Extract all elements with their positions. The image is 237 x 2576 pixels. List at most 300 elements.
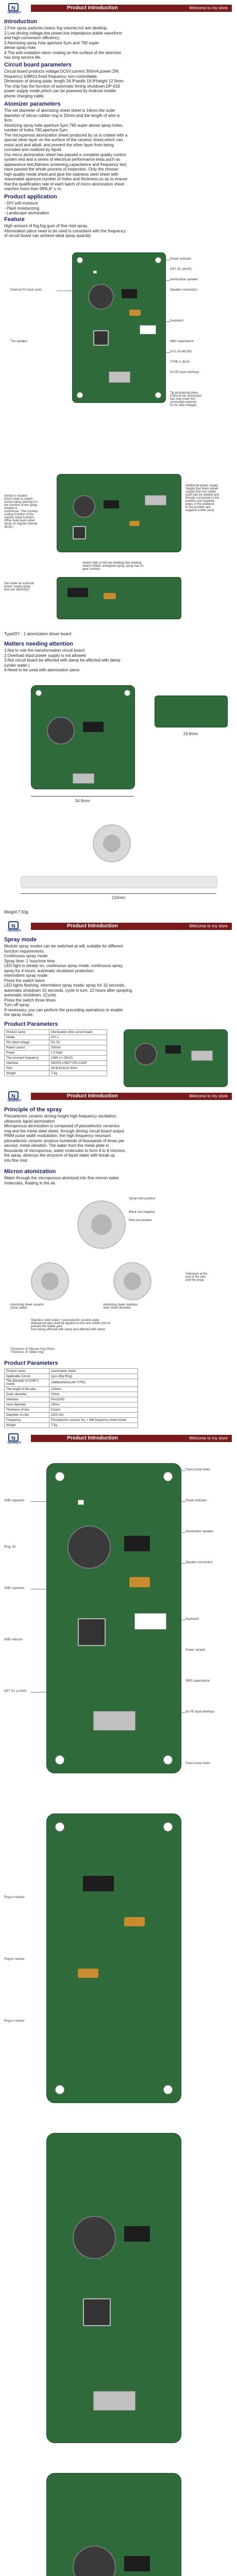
header-bar xyxy=(31,1435,232,1442)
table-cell: Weight xyxy=(5,1423,49,1428)
smd-capacitor xyxy=(78,1969,98,1978)
screw-hole-icon xyxy=(163,1755,173,1765)
circuit-text xyxy=(4,69,233,98)
text-line: Circuit board products voltage:DC5V,current 300mA,power:2W, xyxy=(4,69,120,74)
callout-label: Plug-in resistor xyxy=(4,2020,25,2023)
table-cell: Pin rated voltage xyxy=(5,1040,49,1045)
table-row xyxy=(5,1413,138,1418)
screw-hole-icon xyxy=(77,392,83,398)
callout-label: SMD capacitance xyxy=(185,1680,210,1683)
ic-chip xyxy=(124,1536,150,1551)
text-line: the spray, destroys the structure of liquid water with break up xyxy=(4,1153,115,1158)
keyboard-button[interactable] xyxy=(83,2298,111,2326)
text-line: LED lights flashing, intermittent spray mode; spray for 10 seconds, xyxy=(4,983,126,988)
text-line: (under water.) xyxy=(4,663,30,668)
table-row xyxy=(5,1050,107,1056)
text-line: the spray mode. xyxy=(4,1012,34,1017)
text-line: function requirements. xyxy=(4,948,45,954)
callout-line xyxy=(180,1532,185,1533)
screw-hole-icon xyxy=(55,2085,64,2094)
table-row xyxy=(5,1402,138,1408)
callout-label: Black one negative xyxy=(129,1211,155,1214)
circuit-board-side-dim xyxy=(155,696,228,727)
callout-label: SMD capacitor xyxy=(4,1587,25,1590)
callout-label: Fixed screw holes xyxy=(185,1468,211,1471)
feature-text xyxy=(4,224,233,239)
header-bar xyxy=(31,1093,232,1100)
disc-center xyxy=(103,835,121,852)
inductor-coil xyxy=(88,284,114,310)
header-title: Product Introduction xyxy=(67,923,118,929)
text-line: into fine mist xyxy=(4,1158,27,1163)
table-row xyxy=(5,1387,138,1392)
text-line: Continuous spray mode xyxy=(4,954,48,958)
callout-label: Tolerance at the end of the wire and the plugs xyxy=(185,1273,208,1282)
inductor-coil xyxy=(134,1043,157,1065)
smd-capacitor xyxy=(129,521,140,526)
disc-exploded-diagram xyxy=(0,1257,237,1345)
screw-hole-icon xyxy=(77,257,83,263)
rod-length: 150mm xyxy=(111,895,126,900)
callout-label: MB2 capacitance xyxy=(170,340,194,343)
brand-name: NovelDIY xyxy=(7,1442,22,1445)
callout-label: The speaker xyxy=(10,340,28,343)
ic-chip xyxy=(104,500,119,509)
callout-label: 5V PE input interface xyxy=(170,371,199,374)
table-cell: Pin/LEAD xyxy=(49,1397,138,1402)
table-cell: 1.5 Watt xyxy=(49,1050,107,1056)
callout-label: Fixed screw holes xyxy=(185,1762,211,1765)
callout-label: Plug-in resistor xyxy=(4,1896,25,1899)
callout-label: Power indicator xyxy=(170,258,192,261)
table-cell: The diameter of CHIP-2 model xyxy=(5,1379,49,1387)
brand-mark: N xyxy=(8,1091,19,1099)
atomizer-disc xyxy=(93,824,131,862)
table-cell: 1100 mm xyxy=(49,1413,138,1418)
table-cell: 34.9x19.8x12.9mm xyxy=(49,1066,107,1071)
text-line: Our micro atomization sheet has passed a complete quality control xyxy=(4,152,126,157)
smd-capacitor xyxy=(124,1917,145,1926)
usb-port xyxy=(93,1711,136,1731)
table-row xyxy=(5,1369,138,1374)
header-welcome: Welcome to my store xyxy=(189,6,228,10)
table-cell: Product name xyxy=(5,1030,49,1035)
introduction-text xyxy=(4,26,233,60)
text-line: 4.Need to be used with atomization piece xyxy=(4,668,80,672)
table-cell: The resonant frequency xyxy=(5,1056,49,1061)
usb-port xyxy=(73,773,94,784)
table-row xyxy=(5,1397,138,1402)
callout-label: Plug: 3V xyxy=(4,1546,16,1549)
table-row xyxy=(5,1066,107,1071)
usb-port xyxy=(145,495,166,505)
callout-line xyxy=(165,352,170,353)
disc-center xyxy=(124,1273,141,1290)
header-welcome: Welcome to my store xyxy=(189,1436,228,1440)
params2-heading: Product Parameters xyxy=(4,1360,58,1366)
brand-name: NovelDIY xyxy=(7,929,22,933)
table-cell: 108K (+/-2KHZ) xyxy=(49,1056,107,1061)
inductor-coil xyxy=(73,495,95,518)
callout-label: TYPE-C (Ex9) xyxy=(170,361,190,364)
dimension-line xyxy=(21,893,216,894)
circuit-board xyxy=(72,252,166,403)
text-line: piezoelectric ceramic produce hundreds of thousands of times per xyxy=(4,1138,125,1143)
application-text xyxy=(4,201,233,216)
table-cell: Product name xyxy=(5,1369,49,1374)
text-line: Dimension of driving plate: length 34.9*width 19.8*height 12.9mm xyxy=(4,79,124,83)
callout-label: Spray hole position xyxy=(129,1197,156,1200)
callout-line xyxy=(180,1501,185,1502)
callout-label: Atomizing sheet stainless steel sheet diameter xyxy=(103,1303,138,1310)
screw-hole-icon xyxy=(155,257,161,263)
text-line: diameter of silicon rubber ring is 20mm,and the length of wire is xyxy=(4,113,120,118)
circuit-board-dim xyxy=(31,685,135,789)
table-cell: 16mm xyxy=(49,1402,138,1408)
text-line: phone charging cable. xyxy=(4,93,45,98)
callout-label: DET 3V (1KHZ) xyxy=(170,268,192,271)
header-title: Product Introduction xyxy=(67,5,118,11)
spray-mode-heading: Spray mode xyxy=(4,937,37,943)
screw-hole-icon xyxy=(55,1472,64,1481)
text-line: 4.The anti-oxidation silver coating on the surface of the atomizer xyxy=(4,50,122,55)
table-cell: The length of the wire xyxy=(5,1387,49,1392)
callout-label: Speaker connection xyxy=(185,1561,213,1564)
callout-label: Atomization speaker xyxy=(185,1530,214,1533)
board2-back-diagram xyxy=(0,1803,237,2112)
text-line: spray for 4 hours, automatic shutdown protection. xyxy=(4,968,95,973)
text-line: reasonable aperture,number of holes and thickness,so as to ensure xyxy=(4,177,128,181)
text-line: 3.Not circuit board be affected with damp be affected with damp xyxy=(4,658,121,663)
header-bar xyxy=(31,5,232,12)
micro-text xyxy=(4,1176,233,1185)
screw-hole-icon xyxy=(36,690,42,696)
text-line: high-quality metal sheet,and glue the stainless steel sheet with xyxy=(4,172,118,177)
text-line: special silver layer on the surface of the ceramic sheet,which can xyxy=(4,138,123,142)
text-line: reaches more than 99%,6" u m. xyxy=(4,187,62,191)
table-cell: Inner diameter xyxy=(5,1402,49,1408)
text-line: molecules, floating in the air. xyxy=(4,1180,56,1185)
callout-label: 5V PE input interface xyxy=(185,1710,215,1714)
rod-body xyxy=(21,876,217,888)
weight-note: Weight:7.50g xyxy=(4,910,28,914)
table-cell: 20mm xyxy=(49,1392,138,1397)
callout-label: Speaker connection xyxy=(170,289,198,292)
params2-table xyxy=(4,1368,138,1428)
text-line: The net diameter of atomizing sheet sheet is 16mm,the outer xyxy=(4,108,115,113)
callout-label: External 5V input (auto xyxy=(10,289,42,292)
text-line: system test and a series of electrical performance tests,such as xyxy=(4,157,120,162)
table-row xyxy=(5,1035,107,1040)
text-line: 9cm. xyxy=(4,118,13,123)
usb-port xyxy=(109,371,130,383)
text-line: corroded and oxidized by liquid. xyxy=(4,147,62,152)
table-row xyxy=(5,1040,107,1045)
board2-diagram xyxy=(0,1453,237,1793)
header-title: Product Introduction xyxy=(67,1435,118,1441)
callout-label: Power sample xyxy=(185,1649,206,1652)
table-row xyxy=(5,1056,107,1061)
board-photo xyxy=(124,1029,228,1087)
callout-line xyxy=(165,321,170,322)
feature-heading: Feature xyxy=(4,216,25,223)
table-cell: MICRO USB/TYPE-C/DIP xyxy=(49,1061,107,1066)
text-line: thousands of microporous, water molecules to form 4 to 6 microns, xyxy=(4,1148,126,1153)
led-icon xyxy=(93,270,97,274)
text-line: - Landscape atomization xyxy=(4,211,49,215)
header-welcome: Welcome to my store xyxy=(189,924,228,928)
text-line: automatic shutdown. (Cycle) xyxy=(4,993,56,997)
application-heading: Product application xyxy=(4,194,57,200)
inductor-coil xyxy=(73,2216,116,2259)
table-row xyxy=(5,1418,138,1423)
table-cell: DC 5V xyxy=(49,1040,107,1045)
power-note: Additional power supply Supply four block power supply (five four outlet point can be welded and directly connected to the positive and negative poles of the powered to the positive and negative solder joint) xyxy=(185,484,219,512)
board2-side-diagram xyxy=(0,2123,237,2452)
text-line: that the qualification rate of each batch of micro atomization sheet xyxy=(4,181,125,187)
screw-hole-icon xyxy=(163,2085,173,2094)
table-cell: Interface xyxy=(5,1397,49,1402)
table-row xyxy=(5,1374,138,1379)
callout-label: Atomizing sheet ceramic (silver plate) xyxy=(10,1303,44,1310)
callout-label: Keyboard xyxy=(170,319,183,323)
text-line: appearance test,flatness screening,capacitance and frequency test, xyxy=(4,162,128,167)
table-cell: Interface xyxy=(5,1061,49,1066)
callout-label: Red one positive xyxy=(129,1219,152,1222)
table-cell: 1pcs (Big Ring) xyxy=(49,1374,138,1379)
table-cell: Model xyxy=(5,1035,49,1040)
table-cell: Diameter of chip xyxy=(5,1413,49,1418)
keyboard-button[interactable] xyxy=(78,1618,106,1646)
smd-capacitor xyxy=(129,310,141,316)
dimension-width: 34.9mm xyxy=(75,799,90,803)
disc-wire-diagram xyxy=(0,1190,237,1257)
table-cell: Frequency xyxy=(5,1418,49,1423)
circuit-board-back xyxy=(57,577,181,619)
table-cell: Rated current xyxy=(5,1045,49,1050)
text-line: 1.Not to role the transformation circuit board xyxy=(4,648,85,653)
text-line: has long service life. xyxy=(4,55,42,60)
text-line: The microporous atomization sheet produced by us is coated with a xyxy=(4,132,128,138)
table-cell: Thickness of line xyxy=(5,1408,49,1413)
callout-note: Tip positioning place (Ultra-th ink connection can only insert the connected external 5v for data voltage) xyxy=(170,392,202,407)
callout-label: Atomization speaker xyxy=(170,278,198,281)
led-icon xyxy=(78,1500,84,1505)
text-line: 1.Fine spray particles,heavy fog volume,not wet desktop. xyxy=(4,26,108,30)
callout-label: SMD capacitor xyxy=(4,1499,25,1502)
ic-chip xyxy=(83,1876,114,1891)
circuit-board-assembly xyxy=(46,2473,181,2576)
table-cell: 7.5g xyxy=(49,1071,107,1076)
table-cell: Outer diameter xyxy=(5,1392,49,1397)
board-dimension-diagram xyxy=(0,680,237,814)
keyboard-button[interactable] xyxy=(93,330,109,346)
section-header xyxy=(0,1432,237,1446)
atomizer-disc xyxy=(31,1262,69,1300)
circuit-board xyxy=(46,1463,181,1773)
text-line: Atomization piece need to be used is consistent with the frequency xyxy=(4,228,126,233)
atomizer-disc xyxy=(113,1262,151,1300)
table-cell: Power xyxy=(5,1050,49,1056)
table-row xyxy=(5,1030,107,1035)
table-row xyxy=(5,1408,138,1413)
screw-hole-icon xyxy=(155,392,161,398)
table-row xyxy=(5,1423,138,1428)
text-line: 2.Low driving voltage,low power,low impedance,stable waveform xyxy=(4,30,123,36)
table-cell: 6.5mm xyxy=(49,1408,138,1413)
table-cell: 100mm xyxy=(49,1387,138,1392)
table-cell: 300mA xyxy=(49,1045,107,1050)
introduction-heading: Introduction xyxy=(4,19,38,25)
circuit-board-photo xyxy=(46,2133,181,2443)
text-line: If necessary, you can perform the preceding operations to enable xyxy=(4,1007,123,1012)
board2-assembly-diagram xyxy=(0,2463,237,2576)
text-line: Turn off spray xyxy=(4,1003,29,1007)
section-header xyxy=(0,1090,237,1104)
text-line: Water through the microporous atomized into fine micron water xyxy=(4,1176,119,1180)
text-line: 3.Atomizing spray hole aperture 5μm and 790 super xyxy=(4,40,99,45)
callout-line xyxy=(180,1563,185,1564)
table-row xyxy=(5,1392,138,1397)
screw-hole-icon xyxy=(163,1472,173,1481)
inductor-coil xyxy=(47,717,75,744)
brand-mark: N xyxy=(8,3,19,11)
attention-text xyxy=(4,648,233,673)
table-row xyxy=(5,1071,107,1076)
callout-label: 5V-1.5A MICRO xyxy=(170,350,192,353)
table-cell: Atomization drive circuit board xyxy=(49,1030,107,1035)
brand-mark: N xyxy=(8,1433,19,1442)
smd-capacitor xyxy=(129,1577,150,1587)
principle-heading: Principle of the spray xyxy=(4,1107,62,1113)
text-line: The chip has the function of automatic timing shutdown.DP-018 xyxy=(4,83,120,89)
text-line: resist acid and alkali, and prevent the silver layer from being xyxy=(4,142,114,147)
text-line: Press the switch three times xyxy=(4,997,56,1003)
text-line: Spray time: 1 hour/one time xyxy=(4,958,55,963)
callout-label: Plug-in resistor xyxy=(4,1958,25,1961)
screw-hole-icon xyxy=(55,1822,64,1832)
type-note: TypeDIY - 1 atomization driver board xyxy=(4,632,72,636)
table-cell: Weight xyxy=(5,1071,49,1076)
circuit-board-back xyxy=(46,1814,181,2103)
atomizer-text xyxy=(4,108,233,192)
inductor-coil xyxy=(73,2546,116,2576)
ic-chip xyxy=(165,1045,181,1054)
callout-line xyxy=(180,1470,185,1471)
ic-chip xyxy=(122,289,137,298)
ic-chip xyxy=(124,2556,150,2571)
screw-hole-icon xyxy=(124,690,130,696)
brand-name: NovelDIY xyxy=(7,1099,22,1103)
circuit-heading: Circuit board parameters xyxy=(4,62,72,68)
usb-port xyxy=(93,2391,136,2411)
table-cell: Atomization sheet xyxy=(49,1369,138,1374)
params-heading: Product Parameters xyxy=(4,1021,58,1027)
speaker-connector xyxy=(140,325,156,334)
text-line: 2.Overload input power supply is not allowed xyxy=(4,653,86,658)
header-bar xyxy=(31,923,232,930)
inductor-coil xyxy=(67,1526,111,1569)
principle-text xyxy=(4,1114,233,1163)
text-line: Intermittent spray mode xyxy=(4,973,48,978)
text-line: ultrasonic liquid atomization xyxy=(4,1118,55,1124)
section-header xyxy=(0,920,237,934)
circuit-board-side xyxy=(57,474,181,552)
keyboard-button[interactable] xyxy=(73,526,86,539)
table-cell: 7.5g xyxy=(49,1423,138,1428)
atomizer-heading: Atomizer parameters xyxy=(4,101,61,107)
spray-mode-text xyxy=(4,944,233,1018)
text-line: Piezoelectric ceramic driving height high frequency oscillation, xyxy=(4,1114,117,1118)
speaker-connector xyxy=(134,1613,166,1630)
ic-chip xyxy=(67,588,88,597)
table-cell: Piezoelectric ceramic frq. + 498 frequency sheet model xyxy=(49,1418,138,1423)
atomizer-disc-photo xyxy=(0,819,237,866)
usb-port xyxy=(191,1050,213,1061)
screw-hole-icon xyxy=(163,1822,173,1832)
ic-chip xyxy=(124,2226,150,2242)
dimension-height: 19.8mm xyxy=(183,732,198,736)
text-line: dense spray hole. xyxy=(4,45,37,50)
switch-weld-note: Switch high or left two welding feet welding, switch invalid, energized spray, spray has no gear function xyxy=(82,562,144,571)
text-line: frequency:108Khz,fixed frequency non-controllable xyxy=(4,74,97,79)
text-line: Microporous atomization is composed of piezoelectric ceramics xyxy=(4,1124,120,1128)
table-cell: Size xyxy=(5,1066,49,1071)
screw-hole-icon xyxy=(55,1755,64,1765)
self-power-note: Set under an external power supply (plug and use atomizer) xyxy=(4,582,34,591)
text-line: High amount of fog,fog gum of fine mist spray. xyxy=(4,224,89,228)
callout-line xyxy=(31,1501,46,1502)
humidifier-rod xyxy=(0,871,237,907)
callout-label: DET 5V (1 KHZ) xyxy=(4,1690,27,1693)
text-line: PWM pulse width modulation, the high frequency resonant xyxy=(4,1133,111,1138)
text-line: power supply mode,which can be powered by Android mobile xyxy=(4,89,116,93)
brand-logo xyxy=(5,3,23,16)
table-cell: DIY-1 xyxy=(49,1035,107,1040)
text-line: - Plant moisturizing xyxy=(4,206,40,211)
text-line: of circuit board can achieve ideal spray quantity xyxy=(4,233,91,238)
text-line: number of holes 790,aperture 5μm. xyxy=(4,128,69,132)
brand-logo xyxy=(5,1433,23,1447)
ic-chip xyxy=(83,722,104,732)
atomizer-disc xyxy=(77,1200,126,1249)
text-line: and high conversion efficiency. xyxy=(4,36,60,40)
callout-label: Keyboard xyxy=(185,1618,199,1621)
attention-heading: Matters needing attention xyxy=(4,641,73,647)
board1-side-views xyxy=(0,464,237,629)
table-row xyxy=(5,1045,107,1050)
disc-center xyxy=(41,1273,59,1290)
table-row xyxy=(5,1379,138,1387)
thickness-note: Thickness of Silicone ring 20mm Thickness of rubber ring xyxy=(10,1348,55,1354)
params-table xyxy=(4,1029,107,1076)
text-line: second, metal vibration. The water from the metal plate in xyxy=(4,1143,109,1148)
text-line: - DIY self-moisture xyxy=(4,201,39,206)
brand-logo xyxy=(5,921,23,935)
table-cell: 16MM(ANNULAR-TYPE) xyxy=(49,1379,138,1387)
board1-diagram xyxy=(0,242,237,464)
header-title: Product Introduction xyxy=(67,1093,118,1099)
text-line: have passed the whole process of inspection. Only the choose xyxy=(4,167,118,172)
callout-label: Power indicator xyxy=(185,1499,207,1502)
brand-name: NovelDIY xyxy=(7,11,22,14)
callout-line xyxy=(165,280,170,281)
brand-logo xyxy=(5,1091,23,1105)
callout-label: Stainless steel sheet + piezoelectric ceramic plate Waterproof glue shall be applied on the wire solder joint to prevent the solder joint from being affected with damp and affected with damp xyxy=(31,1319,111,1331)
text-line: Press the switch twice xyxy=(4,978,45,983)
micro-heading: Micron atomization xyxy=(4,1168,56,1175)
table-row xyxy=(5,1061,107,1066)
